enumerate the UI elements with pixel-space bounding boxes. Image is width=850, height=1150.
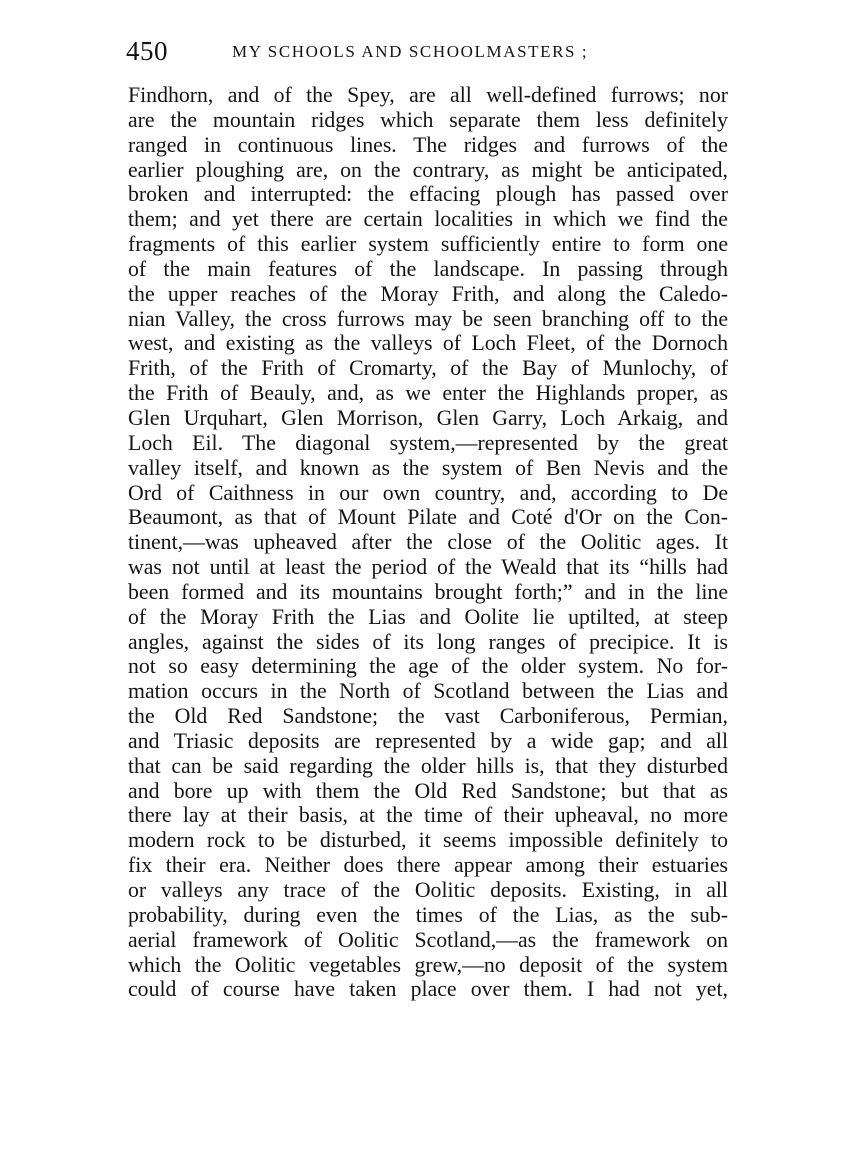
text-line: west, and existing as the valleys of Loch Fleet, of the Dornoch <box>128 331 728 356</box>
text-line: them; and yet there are certain localities in which we find the <box>128 207 728 232</box>
page-number: 450 <box>126 36 168 66</box>
text-line: could of course have taken place over them. I had not yet, <box>128 977 728 1002</box>
text-line: are the mountain ridges which separate them less definitely <box>128 107 728 132</box>
text-line: and Triasic deposits are represented by a wide gap; and all <box>128 728 728 753</box>
text-line: mation occurs in the North of Scotland between the Lias and <box>128 679 728 704</box>
running-title: MY SCHOOLS AND SCHOOLMASTERS ; <box>232 42 589 61</box>
text-line: modern rock to be disturbed, it seems impossible definitely to <box>128 828 728 853</box>
text-line: and bore up with them the Old Red Sandstone; but that as <box>128 778 728 803</box>
text-line: the upper reaches of the Moray Frith, and along the Caledo- <box>128 281 728 306</box>
text-line: of the main features of the landscape. In passing through <box>128 256 728 281</box>
text-line: Loch Eil. The diagonal system,—represented by the great <box>128 430 728 455</box>
text-line: which the Oolitic vegetables grew,—no deposit of the system <box>128 952 728 977</box>
text-line: ranged in continuous lines. The ridges and furrows of the <box>128 132 728 157</box>
text-line: there lay at their basis, at the time of their upheaval, no more <box>128 803 728 828</box>
text-line: nian Valley, the cross furrows may be seen branching off to the <box>128 306 728 331</box>
text-line: not so easy determining the age of the older system. No for- <box>128 654 728 679</box>
text-line: been formed and its mountains brought forth;” and in the line <box>128 579 728 604</box>
text-line: that can be said regarding the older hills is, that they disturbed <box>128 753 728 778</box>
text-line: Ord of Caithness in our own country, and, according to De <box>128 480 728 505</box>
body-text <box>128 83 728 1002</box>
text-line: broken and interrupted: the effacing plough has passed over <box>128 182 728 207</box>
text-line: angles, against the sides of its long ranges of precipice. It is <box>128 629 728 654</box>
text-line: of the Moray Frith the Lias and Oolite lie uptilted, at steep <box>128 604 728 629</box>
text-line: the Old Red Sandstone; the vast Carboniferous, Permian, <box>128 704 728 729</box>
text-line: earlier ploughing are, on the contrary, as might be anticipated, <box>128 157 728 182</box>
text-line: the Frith of Beauly, and, as we enter the Highlands proper, as <box>128 381 728 406</box>
text-line: aerial framework of Oolitic Scotland,—as the framework on <box>128 927 728 952</box>
text-line: probability, during even the times of the Lias, as the sub- <box>128 902 728 927</box>
text-line: Frith, of the Frith of Cromarty, of the Bay of Munlochy, of <box>128 356 728 381</box>
text-line: tinent,—was upheaved after the close of the Oolitic ages. It <box>128 530 728 555</box>
text-line: was not until at least the period of the Weald that its “hills had <box>128 555 728 580</box>
text-line: Beaumont, as that of Mount Pilate and Coté d'Or on the Con- <box>128 505 728 530</box>
text-line: Findhorn, and of the Spey, are all well-defined furrows; nor <box>128 83 728 107</box>
text-line: Glen Urquhart, Glen Morrison, Glen Garry, Loch Arkaig, and <box>128 405 728 430</box>
text-line: or valleys any trace of the Oolitic deposits. Existing, in all <box>128 878 728 902</box>
running-head <box>126 34 728 68</box>
text-line: fix their era. Neither does there appear among their estuaries <box>128 853 728 878</box>
text-line: fragments of this earlier system sufficiently entire to form one <box>128 232 728 257</box>
text-line: valley itself, and known as the system of Ben Nevis and the <box>128 455 728 480</box>
